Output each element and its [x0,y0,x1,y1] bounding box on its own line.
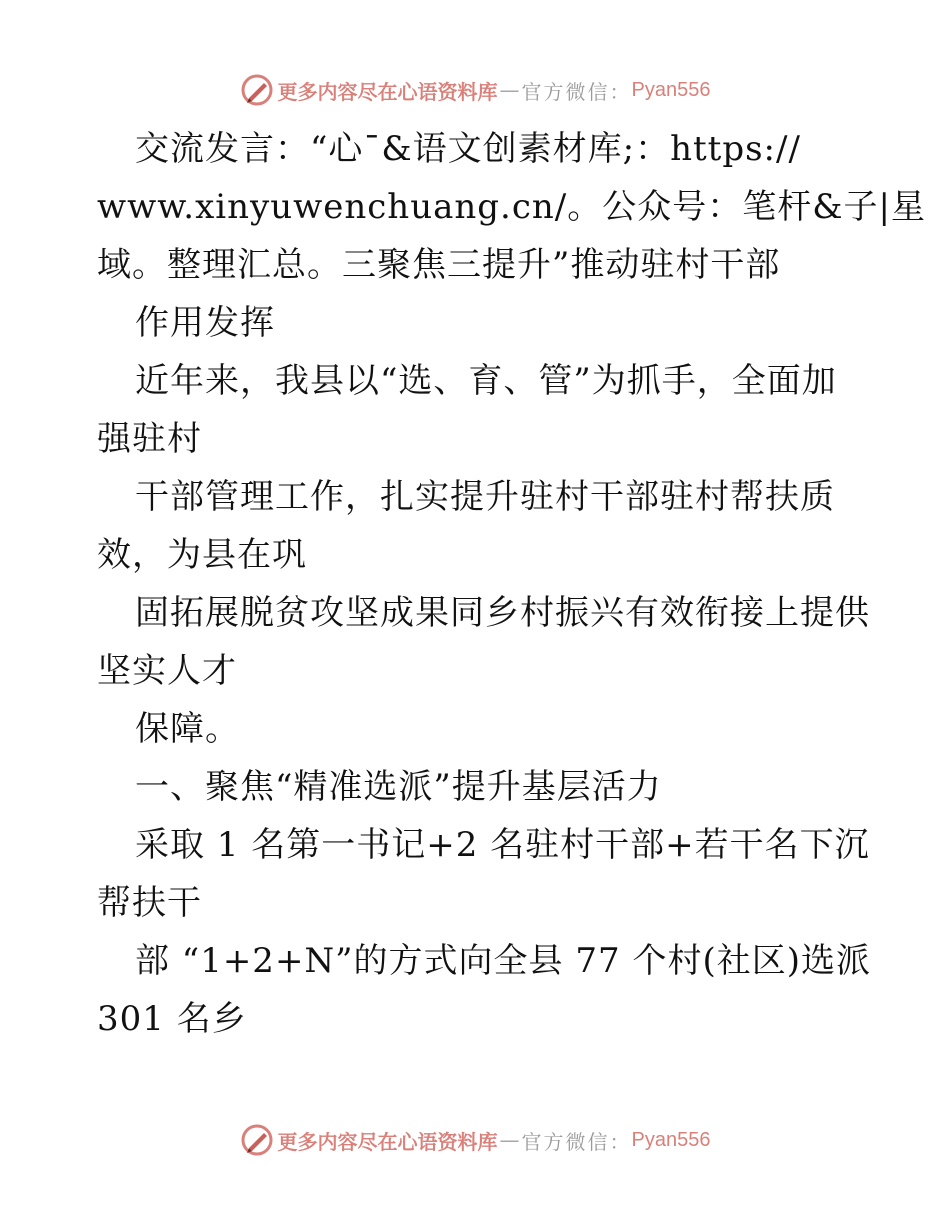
header-banner-wechat-label: 官方微信： [521,79,632,104]
pen-logo-icon [240,73,274,107]
text-line: 部 “1+2+N”的方式向全县 77 个村(社区)选派 [135,941,871,981]
text-line: 坚实人才 [97,651,237,691]
header-banner-dash: — [499,78,520,102]
section-heading: 一、聚焦“精准选派”提升基层活力 [135,767,662,807]
footer-banner-dash: — [499,1128,520,1152]
text-line: 干部管理工作，扎实提升驻村干部驻村帮扶质 [135,477,835,517]
header-banner [0,70,950,110]
footer-banner-title: 更多内容尽在心语资料库 [277,1129,498,1154]
text-line: 近年来，我县以“选、育、管”为抓手，全面加 [135,361,837,401]
text-line: 域。整理汇总。三聚焦三提升”推动驻村干部 [97,245,781,285]
text-line: 采取 1 名第一书记+2 名驻村干部+若干名下沉 [135,825,870,865]
text-line: 301 名乡 [97,999,247,1039]
text-line: 作用发挥 [135,303,275,343]
document-body [97,120,926,1048]
text-line: 交流发言：“心¯&语文创素材库;：https:// [135,129,801,169]
header-banner-wechat-id: Pyan556 [631,78,711,101]
pen-logo-icon [240,1123,274,1157]
text-line: www.xinyuwenchuang.cn/。公众号：笔杆&子|星 [97,187,926,227]
text-line: 帮扶干 [97,883,202,923]
text-line: 固拓展脱贫攻坚成果同乡村振兴有效衔接上提供 [135,593,870,633]
header-banner-title: 更多内容尽在心语资料库 [277,79,498,104]
text-line: 保障。 [135,709,240,749]
text-line: 强驻村 [97,419,202,459]
footer-banner [0,1120,950,1160]
footer-banner-wechat-label: 官方微信： [521,1129,632,1154]
footer-banner-wechat-id: Pyan556 [631,1128,711,1151]
text-line: 效，为县在巩 [97,535,307,575]
